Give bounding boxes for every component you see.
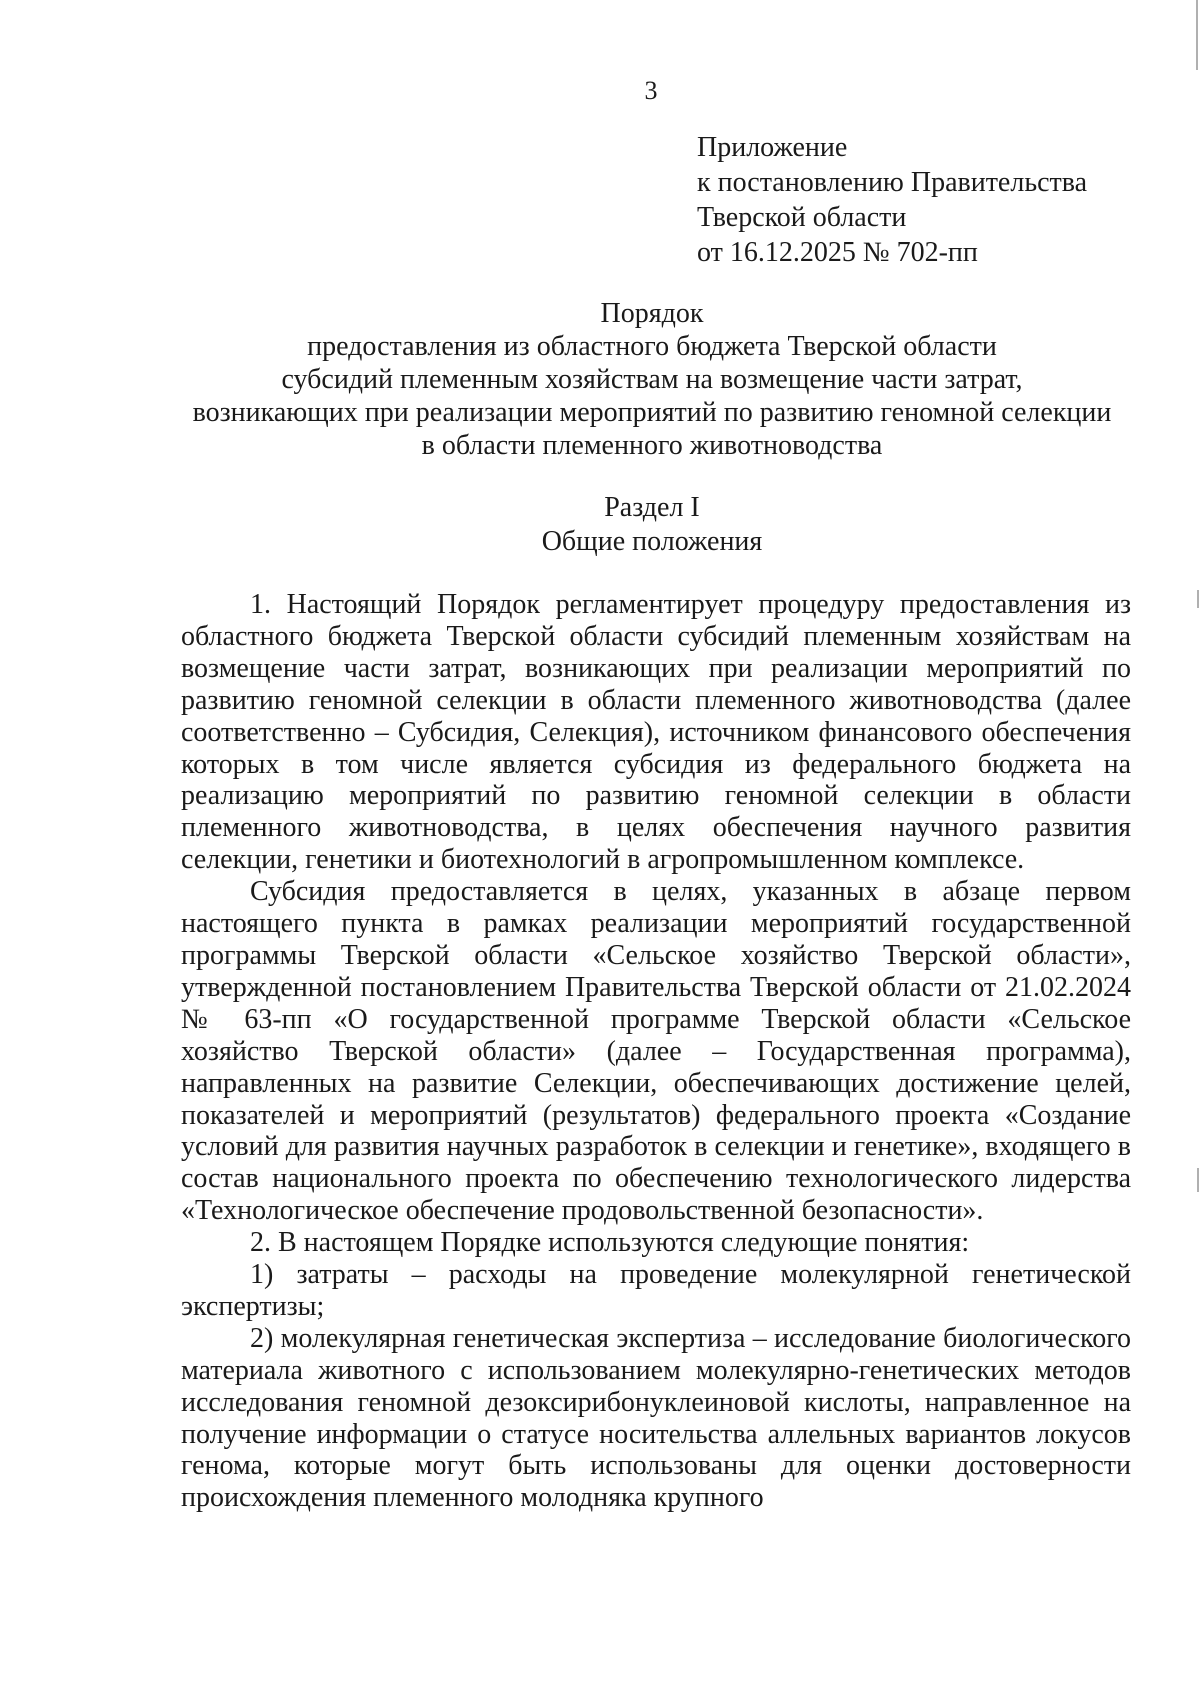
title-line-4: в области племенного животноводства — [421, 430, 883, 461]
paragraph: 2) молекулярная генетическая экспертиза – исследование биологического материала животного с использованием молекулярно-генетических методов исследования геномной дезоксирибонуклеиновой кислоты, направленное на получение информации о статусе носительства аллельных вариантов локусов генома, которые могут быть использованы для оценки достоверности происхождения племенного молодняка крупного — [181, 1322, 1131, 1514]
scan-edge-mark — [1196, 0, 1198, 70]
section-number: Раздел I — [604, 492, 700, 523]
paragraph: 1. Настоящий Порядок регламентирует процедуру предоставления из областного бюджета Тверской области субсидий племенным хозяйствам на возмещение части затрат, возникающих при реализации мероприятий по развитию геномной селекции в области племенного животноводства (далее соответственно – Субсидия, Селекция), источником финансового обеспечения которых в том числе является субсидия из федерального бюджета на реализацию мероприятий по развитию геномной селекции в области племенного животноводства, в целях обеспечения научного развития селекции, генетики и биотехнологий в агропромышленном комплексе. — [181, 589, 1131, 876]
paragraph: 2. В настоящем Порядке используются следующие понятия: — [250, 1227, 970, 1259]
title-line-1: предоставления из областного бюджета Тверской области — [307, 331, 997, 362]
scan-edge-mark — [1197, 590, 1199, 608]
paragraph: Субсидия предоставляется в целях, указанных в абзаце первом настоящего пункта в рамках реализации мероприятий государственной программы Тверской области «Сельское хозяйство Тверской области», утвержденной постановлением Правительства Тверской области от 21.02.2024 № 63-пп «О государственной программе Тверской области «Сельское хозяйство Тверской области» (далее – Государственная программа), направленных на развитие Селекции, обеспечивающих достижение целей, показателей и мероприятий (результатов) федерального проекта «Создание условий для развития научных разработок в селекции и генетике», входящего в состав национального проекта по обеспечению технологического лидерства «Технологическое обеспечение продовольственной безопасности». — [181, 876, 1131, 1227]
title-heading: Порядок — [600, 298, 704, 329]
section-heading — [150, 491, 1154, 559]
appendix-region: Тверской области — [697, 202, 907, 233]
appendix-resolution-ref: к постановлению Правительства — [697, 167, 1088, 198]
paragraph: 1) затраты – расходы на проведение молекулярной генетической экспертизы; — [181, 1259, 1131, 1322]
page-number: 3 — [644, 76, 658, 105]
title-line-2: субсидий племенным хозяйствам на возмещение части затрат, — [281, 364, 1023, 395]
appendix-header — [697, 130, 1087, 270]
body-text — [181, 589, 1131, 1514]
document-title — [150, 297, 1154, 462]
title-line-3: возникающих при реализации мероприятий по развитию геномной селекции — [192, 397, 1112, 428]
scan-edge-mark — [1197, 1168, 1199, 1192]
appendix-label: Приложение — [697, 132, 848, 163]
section-name: Общие положения — [541, 526, 763, 557]
appendix-date-number: от 16.12.2025 № 702-пп — [697, 237, 978, 268]
